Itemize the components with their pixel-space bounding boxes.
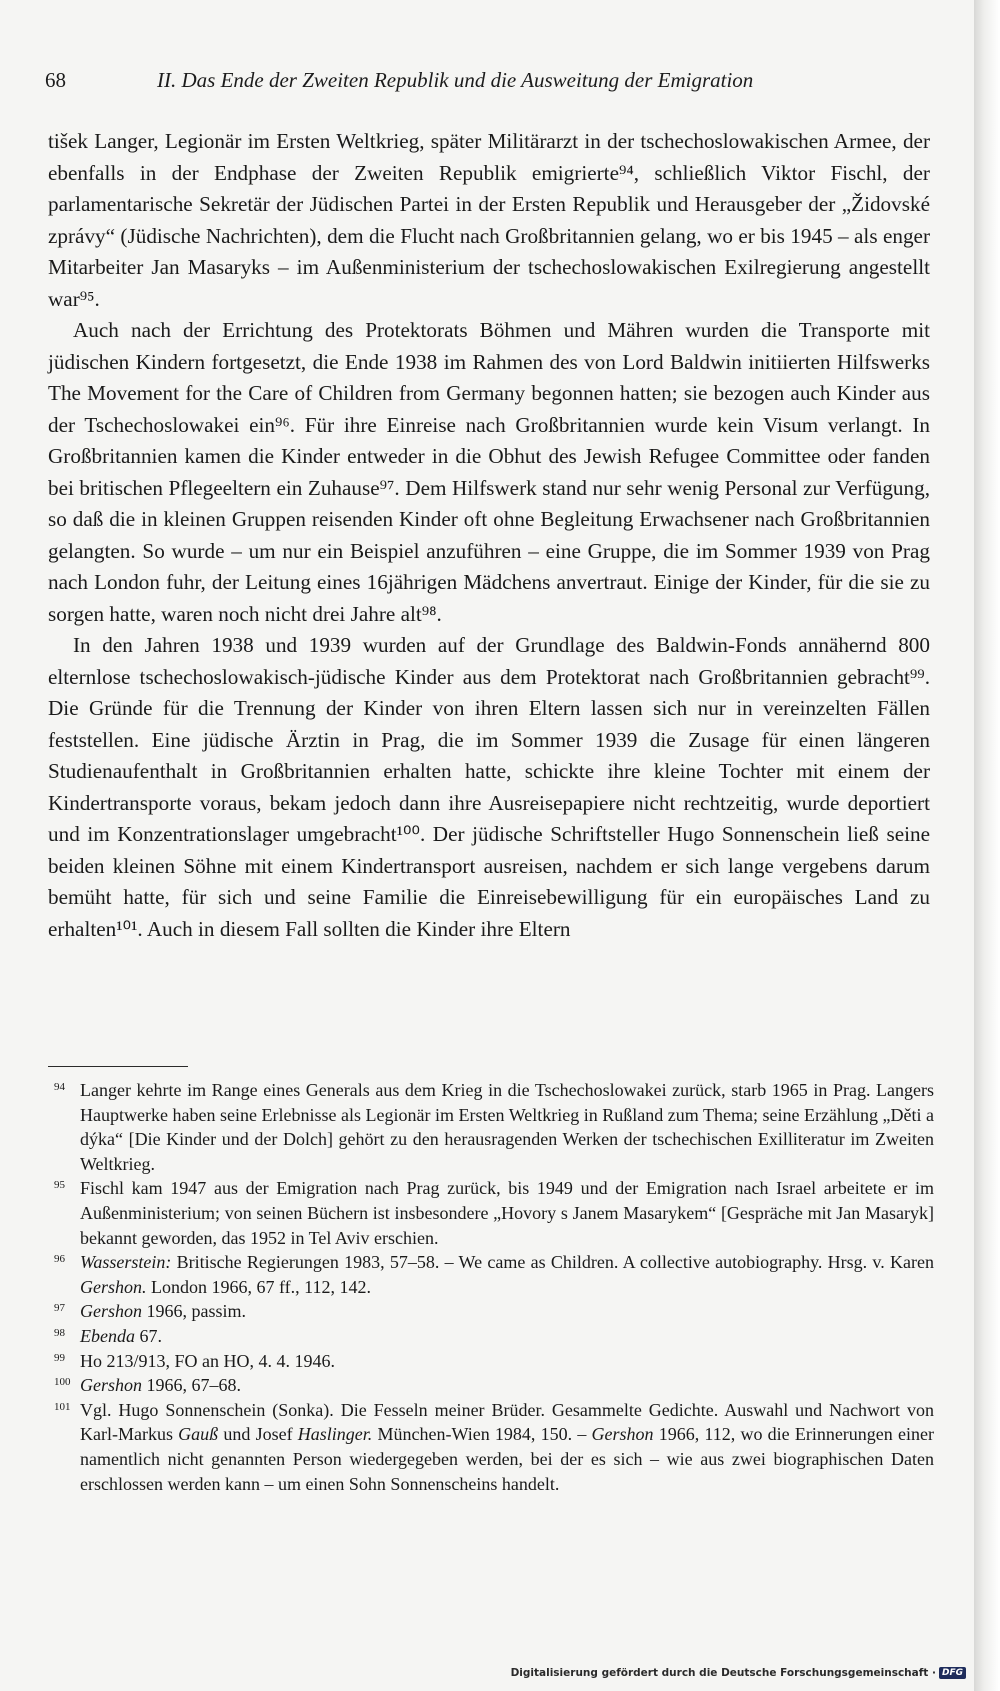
footnote bbox=[48, 1250, 934, 1299]
footnote-segment: und Josef bbox=[218, 1424, 298, 1445]
footnote-segment: London 1966, 67 ff., 112, 142. bbox=[146, 1276, 371, 1297]
footnote-italic-segment: Ebenda bbox=[80, 1325, 135, 1346]
funding-note: Digitalisierung gefördert durch die Deutsche Forschungsgemeinschaft · bbox=[510, 1667, 936, 1679]
footnote-segment: 1966, 112, wo die Erinnerungen einer namentlich nicht genannten Person wiedergegeben werden, bei der es sich – wie aus zwei biographischen Daten erschlossen werden kann – um einen Sohn Sonnenscheins handelt. bbox=[80, 1424, 934, 1494]
footnote bbox=[48, 1373, 934, 1398]
footnote-italic-segment: Gershon bbox=[591, 1424, 654, 1445]
footnote-text bbox=[80, 1373, 934, 1398]
footnote bbox=[48, 1324, 934, 1349]
footnote-segment: Vgl. Hugo Sonnenschein (Sonka). Die Fesseln meiner Brüder. Gesammelte Gedichte. Auswahl und Nachwort von Karl-Markus bbox=[80, 1399, 934, 1445]
footnote-number: 101 bbox=[54, 1400, 71, 1413]
running-title: II. Das Ende der Zweiten Republik und die Ausweitung der Emigration bbox=[157, 68, 754, 92]
body-paragraph: In den Jahren 1938 und 1939 wurden auf der Grundlage des Baldwin-Fonds annähernd 800 elternlose tschechoslowakisch-jüdische Kinder aus dem Protektorat nach Großbritannien gebracht⁹⁹. Die Gründe für die Trennung der Kinder von ihren Eltern lassen sich nur in vereinzelten Fällen feststellen. Eine jüdische Ärztin in Prag, die im Sommer 1939 die Zusage für einen längeren Studienaufenthalt in Großbritannien erhalten hatte, schickte ihre kleine Tochter mit einem der Kindertransporte voraus, bekam jedoch dann ihre Ausreisepapiere nicht rechtzeitig, wurde deportiert und im Konzentrationslager umgebracht¹⁰⁰. Der jüdische Schriftsteller Hugo Sonnenschein ließ seine beiden kleinen Söhne mit einem Kindertransport ausreisen, nachdem er sich lange vergebens darum bemüht hatte, für sich und seine Familie die Einreisebewilligung für ein europäisches Land zu erhalten¹⁰¹. Auch in diesem Fall sollten die Kinder ihre Eltern bbox=[48, 633, 930, 941]
footnote-text bbox=[80, 1250, 934, 1299]
footnote-italic-segment: Gershon bbox=[80, 1375, 142, 1396]
footnote-italic-segment: Wasserstein: bbox=[80, 1252, 172, 1273]
footnote bbox=[48, 1078, 934, 1176]
digitization-footer bbox=[511, 1667, 966, 1679]
footnote bbox=[48, 1176, 934, 1250]
footnote-text: Fischl kam 1947 aus der Emigration nach Prag zurück, bis 1949 und der Emigration nach Israel arbeitete er im Außenministerium; von seinen Büchern ist insbesondere „Hovory s Janem Masarykem“ [Gespräche mit Jan Masaryk] bekannt geworden, das 1952 in Tel Aviv erschien. bbox=[80, 1178, 934, 1248]
footnote bbox=[48, 1299, 934, 1324]
footnote-number: 96 bbox=[54, 1253, 65, 1266]
footnote-number: 97 bbox=[54, 1302, 65, 1315]
footnote-italic-segment: Gauß bbox=[178, 1424, 219, 1445]
footnote-number: 98 bbox=[54, 1326, 65, 1339]
footnote-text bbox=[80, 1324, 934, 1349]
footnote-divider bbox=[48, 1066, 188, 1067]
body-text bbox=[48, 126, 930, 945]
footnote-segment: Britische Regierungen 1983, 57–58. – We came as Children. A collective autobiography. Hrsg. v. Karen bbox=[171, 1252, 934, 1273]
page-number: 68 bbox=[45, 68, 66, 92]
footnote-number: 100 bbox=[54, 1376, 71, 1389]
footnote-segment: 1966, 67–68. bbox=[142, 1375, 241, 1396]
body-paragraph: Auch nach der Errichtung des Protektorats Böhmen und Mähren wurden die Transporte mit jüdischen Kindern fortgesetzt, die Ende 1938 im Rahmen des von Lord Baldwin initiierten Hilfswerks The Movement for the Care of Children from Germany begonnen hatten; sie bezogen auch Kinder aus der Tschechoslowakei ein⁹⁶. Für ihre Einreise nach Großbritannien wurde kein Visum verlangt. In Großbritannien kamen die Kinder entweder in die Obhut des Jewish Refugee Committee oder fanden bei britischen Pflegeeltern ein Zuhause⁹⁷. Dem Hilfswerk stand nur sehr wenig Personal zur Verfügung, so daß die in kleinen Gruppen reisenden Kinder oft ohne Begleitung Erwachsener nach Großbritannien gelangten. So wurde – um nur ein Beispiel anzuführen – eine Gruppe, die im Sommer 1939 von Prag nach London fuhr, der Leitung eines 16jährigen Mädchens anvertraut. Einige der Kinder, für die sie zu sorgen hatte, waren noch nicht drei Jahre alt⁹⁸. bbox=[48, 318, 930, 626]
footnote-italic-segment: Gershon bbox=[80, 1301, 142, 1322]
footnote-text bbox=[80, 1398, 934, 1496]
footnotes bbox=[48, 1078, 934, 1496]
footnote-number: 94 bbox=[54, 1081, 65, 1093]
body-paragraph: tišek Langer, Legionär im Ersten Weltkrieg, später Militärarzt in der tschechoslowakischen Armee, der ebenfalls in der Endphase der Zweiten Republik emigrierte⁹⁴, schließlich Viktor Fischl, der parlamentarische Sekretär der Jüdischen Partei in der Ersten Republik und Herausgeber der „Židovské zprávy“ (Jüdische Nachrichten), dem die Flucht nach Großbritannien gelang, wo er bis 1945 – als enger Mitarbeiter Jan Masaryks – im Außenministerium der tschechoslowakischen Exilregierung angestellt war⁹⁵. bbox=[48, 129, 930, 311]
footnote-text: Langer kehrte im Range eines Generals aus dem Krieg in die Tschechoslowakei zurück, starb 1965 in Prag. Langers Hauptwerke haben seine Erlebnisse als Legionär im Ersten Weltkrieg in Rußland zum Thema; seine Erzählung „Děti a dýka“ [Die Kinder und der Dolch] gehört zu den herausragenden Werken der tschechischen Exilliteratur im Zweiten Weltkrieg. bbox=[80, 1080, 934, 1174]
footnote-number: 95 bbox=[54, 1179, 65, 1192]
footnote-italic-segment: Haslinger. bbox=[297, 1424, 373, 1445]
footnote bbox=[48, 1398, 934, 1496]
footnote-segment: München-Wien 1984, 150. – bbox=[372, 1424, 592, 1445]
footnote-text bbox=[80, 1299, 934, 1324]
footnote-segment: 1966, passim. bbox=[142, 1301, 247, 1322]
footnote-italic-segment: Gershon. bbox=[80, 1276, 147, 1297]
footnote-text: Ho 213/913, FO an HO, 4. 4. 1946. bbox=[80, 1350, 335, 1371]
dfg-logo: DFG bbox=[939, 1667, 966, 1679]
footnote-number: 99 bbox=[54, 1351, 65, 1364]
footnote bbox=[48, 1349, 934, 1374]
page-edge bbox=[974, 0, 1000, 1691]
footnote-segment: 67. bbox=[134, 1325, 162, 1346]
